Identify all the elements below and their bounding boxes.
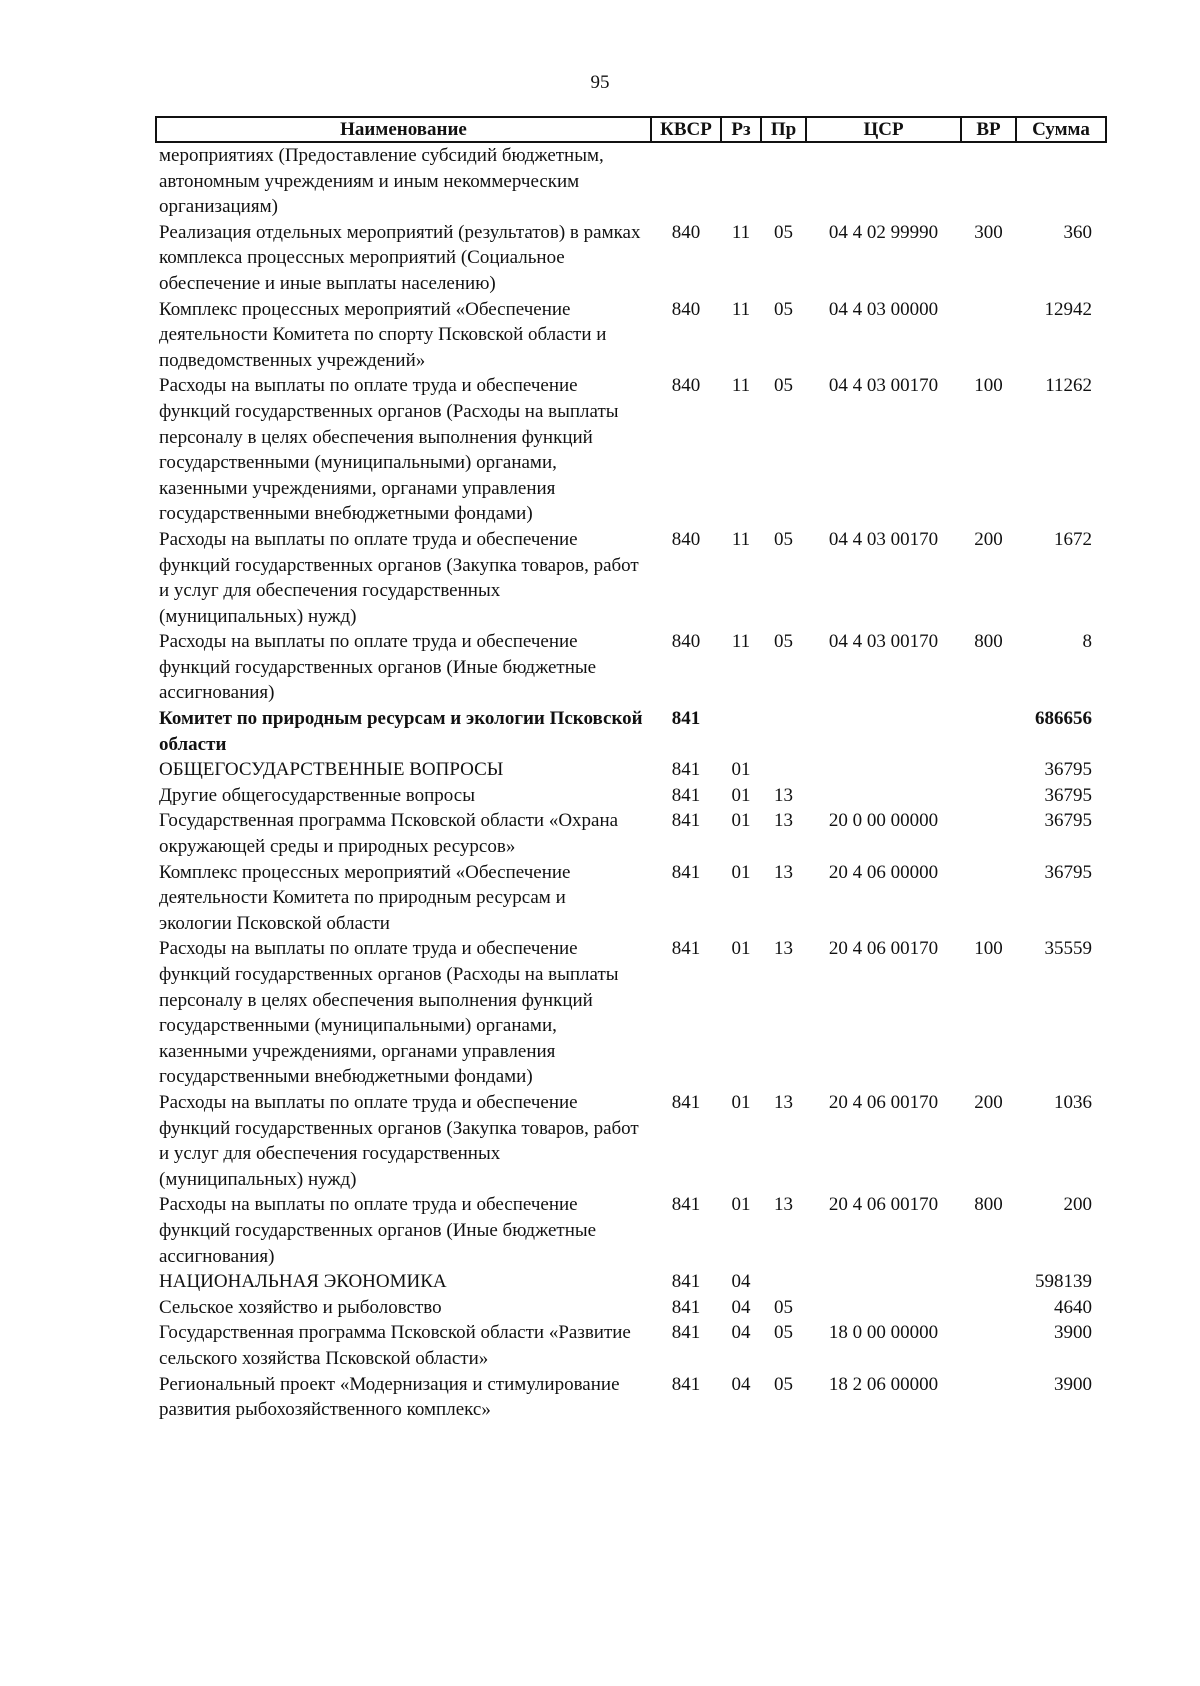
- cell-kvsr: 841: [671, 708, 701, 730]
- cell-vr: [961, 808, 1016, 859]
- cell-rz: 04: [731, 1373, 751, 1395]
- cell-pr: 05: [774, 221, 793, 243]
- table-row: [156, 757, 1106, 783]
- cell-csr: [806, 757, 961, 783]
- cell-name: ОБЩЕГОСУДАРСТВЕННЫЕ ВОПРОСЫ: [159, 759, 504, 781]
- table-row: [156, 373, 1106, 527]
- cell-vr: [961, 1295, 1016, 1321]
- cell-kvsr: 841: [671, 938, 701, 960]
- table-row: [156, 1320, 1106, 1371]
- table-row: [156, 1269, 1106, 1295]
- cell-name: Расходы на выплаты по оплате труда и обеспечение функций государственных органов (Иные бюджетные ассигнования): [159, 1194, 597, 1267]
- cell-name: НАЦИОНАЛЬНАЯ ЭКОНОМИКА: [159, 1271, 447, 1293]
- header-csr: ЦСР: [806, 117, 961, 142]
- cell-sum: 360: [1063, 221, 1092, 243]
- table-row: [156, 1295, 1106, 1321]
- cell-vr: [961, 706, 1016, 757]
- cell-pr: 13: [774, 784, 793, 806]
- cell-kvsr: 841: [671, 1194, 701, 1216]
- table-row: [156, 936, 1106, 1090]
- header-pr: Пр: [761, 117, 806, 142]
- header-vr: ВР: [961, 117, 1016, 142]
- cell-csr: [806, 1295, 961, 1321]
- cell-sum: 36795: [1044, 784, 1092, 806]
- cell-kvsr: 841: [671, 759, 701, 781]
- table-row: [156, 1192, 1106, 1269]
- cell-vr: [961, 783, 1016, 809]
- cell-pr: 13: [774, 1091, 793, 1113]
- cell-vr: [961, 1320, 1016, 1371]
- cell-pr: 13: [774, 861, 793, 883]
- cell-vr: 200: [974, 1091, 1003, 1113]
- cell-csr: 18 2 06 00000: [828, 1373, 939, 1395]
- cell-name: Комитет по природным ресурсам и экологии Псковской области: [159, 708, 643, 755]
- cell-rz: [721, 142, 761, 220]
- table-row: [156, 860, 1106, 937]
- cell-vr: [961, 1372, 1016, 1423]
- cell-sum: 36795: [1044, 759, 1092, 781]
- cell-rz: 01: [731, 1091, 751, 1113]
- cell-name: мероприятиях (Предоставление субсидий бюджетным, автономным учреждениям и иным некоммерческим организациям): [159, 145, 604, 218]
- table-row: [156, 783, 1106, 809]
- cell-name: Региональный проект «Модернизация и стимулирование развития рыбохозяйственного комплекс»: [159, 1373, 620, 1421]
- cell-rz: 01: [731, 861, 751, 883]
- cell-name: Расходы на выплаты по оплате труда и обеспечение функций государственных органов (Закупка товаров, работ и услуг для обеспечения государственных (муниципальных) нужд): [159, 1091, 639, 1190]
- cell-rz: 04: [731, 1271, 751, 1293]
- table-row: [156, 527, 1106, 629]
- cell-sum: 4640: [1054, 1296, 1092, 1318]
- cell-csr: 20 4 06 00000: [828, 861, 939, 883]
- cell-rz: 11: [731, 298, 751, 320]
- table-row: [156, 142, 1106, 220]
- cell-name: Другие общегосударственные вопросы: [159, 784, 475, 806]
- cell-rz: 01: [731, 938, 751, 960]
- cell-sum: 3900: [1054, 1322, 1092, 1344]
- header-kvsr: КВСР: [651, 117, 721, 142]
- cell-pr: [761, 1269, 806, 1295]
- cell-rz: 11: [731, 221, 751, 243]
- cell-kvsr: 841: [671, 1296, 701, 1318]
- cell-name: Государственная программа Псковской области «Охрана окружающей среды и природных ресурсов»: [159, 810, 619, 858]
- cell-kvsr: 840: [671, 298, 701, 320]
- cell-kvsr: 841: [671, 784, 701, 806]
- cell-csr: [806, 783, 961, 809]
- cell-vr: 300: [974, 221, 1003, 243]
- table-header: [156, 117, 1106, 142]
- cell-name: Расходы на выплаты по оплате труда и обеспечение функций государственных органов (Расходы на выплаты персоналу в целях обеспечения выполнения функций государственными (муниципальными) органами, казенными учреждениями, органами управления государственными внебюджетными фондами): [159, 375, 619, 525]
- cell-vr: [961, 142, 1016, 220]
- table-row: [156, 220, 1106, 297]
- cell-kvsr: 841: [671, 1271, 701, 1293]
- cell-kvsr: 841: [671, 861, 701, 883]
- cell-vr: [961, 757, 1016, 783]
- cell-vr: 800: [974, 631, 1003, 653]
- header-name: Наименование: [156, 117, 651, 142]
- cell-kvsr: 841: [671, 1373, 701, 1395]
- budget-table: [155, 116, 1107, 1423]
- cell-vr: 100: [974, 375, 1003, 397]
- cell-sum: 3900: [1054, 1373, 1092, 1395]
- cell-csr: 04 4 02 99990: [828, 221, 939, 243]
- cell-csr: 20 4 06 00170: [828, 1194, 939, 1216]
- cell-pr: [761, 757, 806, 783]
- cell-kvsr: 840: [671, 375, 701, 397]
- cell-kvsr: 841: [671, 1322, 701, 1344]
- cell-csr: 04 4 03 00170: [828, 631, 939, 653]
- cell-vr: 100: [974, 938, 1003, 960]
- cell-vr: [961, 860, 1016, 937]
- cell-csr: [806, 142, 961, 220]
- cell-name: Расходы на выплаты по оплате труда и обеспечение функций государственных органов (Расходы на выплаты персоналу в целях обеспечения выполнения функций государственными (муниципальными) органами, казенными учреждениями, органами управления государственными внебюджетными фондами): [159, 938, 619, 1088]
- cell-sum: 36795: [1044, 861, 1092, 883]
- cell-pr: 05: [774, 375, 793, 397]
- cell-sum: 598139: [1035, 1271, 1092, 1293]
- cell-vr: 200: [974, 528, 1003, 550]
- header-rz: Рз: [721, 117, 761, 142]
- cell-sum: 35559: [1044, 938, 1092, 960]
- cell-rz: 01: [731, 810, 751, 832]
- cell-csr: 18 0 00 00000: [828, 1322, 939, 1344]
- cell-pr: [761, 706, 806, 757]
- cell-sum: 200: [1063, 1194, 1092, 1216]
- table-row: [156, 297, 1106, 374]
- page-number: 95: [590, 72, 610, 93]
- cell-pr: 05: [774, 1296, 793, 1318]
- cell-vr: [961, 1269, 1016, 1295]
- cell-csr: 04 4 03 00000: [828, 298, 939, 320]
- cell-rz: 01: [731, 1194, 751, 1216]
- cell-vr: [961, 297, 1016, 374]
- cell-csr: 20 0 00 00000: [828, 810, 939, 832]
- cell-name: Расходы на выплаты по оплате труда и обеспечение функций государственных органов (Иные бюджетные ассигнования): [159, 631, 597, 704]
- cell-pr: 05: [774, 631, 793, 653]
- cell-pr: 05: [774, 528, 793, 550]
- cell-rz: 01: [731, 784, 751, 806]
- cell-kvsr: 840: [671, 528, 701, 550]
- cell-pr: [761, 142, 806, 220]
- cell-name: Комплекс процессных мероприятий «Обеспечение деятельности Комитета по спорту Псковской области и подведомственных учреждений»: [159, 298, 607, 371]
- cell-rz: 04: [731, 1322, 751, 1344]
- cell-rz: 01: [731, 759, 751, 781]
- cell-sum: 11262: [1045, 375, 1092, 397]
- cell-csr: 04 4 03 00170: [828, 528, 939, 550]
- header-row: [156, 117, 1106, 142]
- cell-name: Реализация отдельных мероприятий (результатов) в рамках комплекса процессных мероприятий (Социальное обеспечение и иные выплаты населению): [159, 221, 641, 294]
- cell-name: Государственная программа Псковской области «Развитие сельского хозяйства Псковской области»: [159, 1322, 631, 1369]
- cell-rz: 04: [731, 1296, 751, 1318]
- cell-kvsr: 840: [671, 631, 701, 653]
- cell-csr: 20 4 06 00170: [828, 938, 939, 960]
- table-row: [156, 706, 1106, 757]
- cell-sum: 8: [1082, 631, 1092, 653]
- cell-sum: 1036: [1054, 1091, 1092, 1113]
- cell-csr: 04 4 03 00170: [828, 375, 939, 397]
- cell-pr: 05: [774, 1373, 793, 1395]
- cell-rz: 11: [731, 375, 751, 397]
- cell-csr: [806, 706, 961, 757]
- cell-csr: 20 4 06 00170: [828, 1091, 939, 1113]
- cell-kvsr: 840: [671, 221, 701, 243]
- table-row: [156, 808, 1106, 859]
- cell-sum: 686656: [1035, 708, 1092, 730]
- table-row: [156, 1090, 1106, 1192]
- cell-kvsr: 841: [671, 1091, 701, 1113]
- cell-pr: 13: [774, 938, 793, 960]
- cell-name: Комплекс процессных мероприятий «Обеспечение деятельности Комитета по природным ресурсам и экологии Псковской области: [159, 861, 571, 934]
- cell-vr: 800: [974, 1194, 1003, 1216]
- cell-rz: 11: [731, 528, 751, 550]
- cell-name: Сельское хозяйство и рыболовство: [159, 1296, 442, 1318]
- cell-sum: 12942: [1044, 298, 1092, 320]
- cell-rz: 11: [731, 631, 751, 653]
- cell-kvsr: [651, 142, 721, 220]
- cell-sum: [1016, 142, 1106, 220]
- cell-name: Расходы на выплаты по оплате труда и обеспечение функций государственных органов (Закупка товаров, работ и услуг для обеспечения государственных (муниципальных) нужд): [159, 528, 639, 627]
- budget-table-container: [155, 116, 1105, 1423]
- cell-csr: [806, 1269, 961, 1295]
- cell-rz: [721, 706, 761, 757]
- cell-pr: 13: [774, 1194, 793, 1216]
- table-body: [156, 142, 1106, 1423]
- cell-pr: 05: [774, 298, 793, 320]
- cell-pr: 13: [774, 810, 793, 832]
- cell-pr: 05: [774, 1322, 793, 1344]
- table-row: [156, 629, 1106, 706]
- cell-kvsr: 841: [671, 810, 701, 832]
- cell-sum: 1672: [1054, 528, 1092, 550]
- cell-sum: 36795: [1044, 810, 1092, 832]
- header-sum: Сумма: [1016, 117, 1106, 142]
- table-row: [156, 1372, 1106, 1423]
